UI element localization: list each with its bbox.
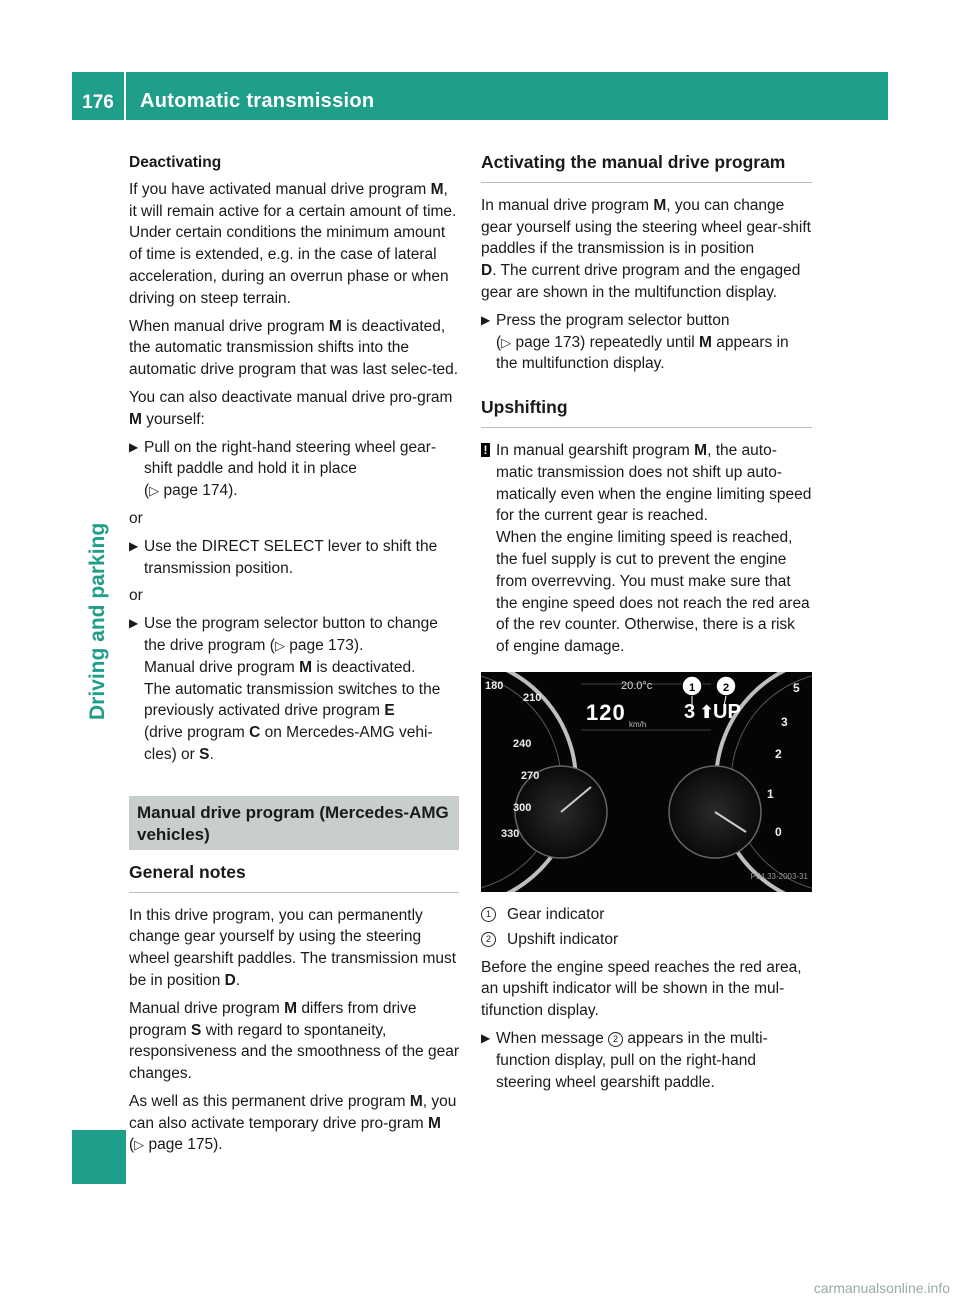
left-column <box>129 152 459 1162</box>
speed-scale-label: 270 <box>521 769 540 782</box>
speed-scale-label: 330 <box>501 827 520 840</box>
step-arrow-icon: ▶ <box>481 312 491 327</box>
section-box-title: Manual drive program (Mercedes-AMG vehicles) <box>129 796 459 850</box>
paragraph: In manual drive program M, you can change gear yourself using the steering wheel gear-shift paddles if the transmission is in position D. The current drive program and the engaged gear are shown in the multifunction display. <box>481 196 811 301</box>
paragraph: Before the engine speed reaches the red area, an upshift indicator will be shown in the mul-tifunction display. <box>481 958 802 1020</box>
page-reference[interactable]: page 173 <box>515 333 581 351</box>
instruction-step: ▶ When message 2 appears in the multi-function display, pull on the right-hand steering wheel gearshift paddle. <box>481 1029 768 1091</box>
rpm-scale-label: 3 <box>781 714 788 729</box>
speed-readout: 120 <box>586 699 626 725</box>
instrument-cluster-image <box>481 672 812 892</box>
right-column <box>481 152 812 1099</box>
side-tab-label: Driving and parking <box>86 522 109 720</box>
page-number: 176 <box>72 72 126 120</box>
speed-unit: km/h <box>629 719 647 729</box>
step-arrow-icon: ▶ <box>129 538 139 553</box>
rpm-scale-label: 2 <box>775 746 782 761</box>
callout-label-1: 1 <box>688 681 696 694</box>
page-reference[interactable]: page 174 <box>163 482 229 500</box>
paragraph: As well as this permanent drive program M, you can also activate temporary drive pro-gram M (▷ page 175). <box>129 1092 457 1154</box>
page-ref-arrow-icon: ▷ <box>501 334 512 350</box>
page-ref-arrow-icon: ▷ <box>274 637 285 653</box>
step-arrow-icon: ▶ <box>129 439 139 454</box>
callout-number-icon: 1 <box>481 907 496 922</box>
paragraph: If you have activated manual drive program M, it will remain active for a certain amount of time. Under certain conditions the minimum amount of time is extended, e.g. in the case of lateral acceleration, during an overrun phase or when driving on steep terrain. <box>129 180 457 307</box>
upshift-indicator: UP <box>713 700 741 723</box>
footer-url: carmanualsonline.info <box>813 1280 950 1296</box>
general-notes-heading: General notes <box>129 862 459 893</box>
paragraph: Manual drive program M differs from drive program S with regard to spontaneity, responsiveness and the smoothness of the gear changes. <box>129 999 460 1083</box>
instruction-step: ▶ Use the DIRECT SELECT lever to shift the transmission position. <box>129 537 438 577</box>
activating-heading: Activating the manual drive program <box>481 152 812 183</box>
legend-item: 2 Upshift indicator <box>481 929 812 951</box>
header-bar <box>72 72 888 120</box>
instruction-step: ▶ Use the program selector button to change the drive program (▷ page 173). Manual drive program M is deactivated. The automatic transmission switches to the previously activated drive program E (drive program C on Mercedes-AMG vehi-cles) or S. <box>129 615 441 763</box>
step-arrow-icon: ▶ <box>481 1030 491 1045</box>
rpm-scale-label: 1 <box>767 786 774 801</box>
speed-scale-label: 240 <box>513 737 532 750</box>
callout-label-2: 2 <box>722 681 730 694</box>
rpm-scale-label: 0 <box>775 824 782 839</box>
warning-note: ! In manual gearshift program M, the auto-matic transmission does not shift up auto-matically even when the engine limiting speed for the current gear is reached. When the engine limiting speed is reached, the fuel supply is cut to prevent the engine from overrevving. You must make sure that the engine speed does not reach the red area of the rev counter. Otherwise, there is a risk of engine damage. <box>481 440 812 658</box>
callout-number-icon: 2 <box>608 1032 623 1047</box>
side-tab-square <box>72 1130 126 1184</box>
speed-scale-label: 210 <box>523 691 542 704</box>
instruction-step: ▶ Press the program selector button (▷ page 173) repeatedly until M appears in the multifunction display. <box>481 311 789 373</box>
step-arrow-icon: ▶ <box>129 616 139 631</box>
page-reference[interactable]: page 173 <box>289 636 354 654</box>
upshifting-heading: Upshifting <box>481 397 812 428</box>
paragraph: When manual drive program M is deactivated, the automatic transmission shifts into the automatic drive program that was last selec-ted. <box>129 317 459 379</box>
page-ref-arrow-icon: ▷ <box>134 1137 145 1153</box>
warning-icon: ! <box>481 443 490 457</box>
speed-scale-label: 300 <box>513 801 532 814</box>
page-reference[interactable]: page 175 <box>148 1136 214 1154</box>
upshift-arrow-icon: ⬆ <box>699 701 715 722</box>
or-text: or <box>129 587 143 605</box>
image-code: P54.33-2003-31 <box>750 872 808 882</box>
instruction-step: ▶ Pull on the right-hand steering wheel gear-shift paddle and hold it in place (▷ page 174). <box>129 438 437 500</box>
paragraph: You can also deactivate manual drive pro-gram M yourself: <box>129 388 453 428</box>
rpm-scale-label: 5 <box>793 680 800 695</box>
gear-indicator: 3 <box>684 700 696 723</box>
paragraph: In this drive program, you can permanently change gear yourself by using the steering wheel gearshift paddles. The transmission must be in position D. <box>129 906 457 989</box>
or-text: or <box>129 509 143 527</box>
speed-scale-label: 180 <box>485 679 504 692</box>
legend-item: 1 Gear indicator <box>481 904 812 926</box>
side-tab <box>72 120 126 1170</box>
deactivating-heading: Deactivating <box>129 154 222 171</box>
temperature-readout: 20.0°c <box>621 679 653 692</box>
callout-number-icon: 2 <box>481 932 496 947</box>
page-ref-arrow-icon: ▷ <box>149 483 160 499</box>
chapter-title: Automatic transmission <box>140 89 375 112</box>
